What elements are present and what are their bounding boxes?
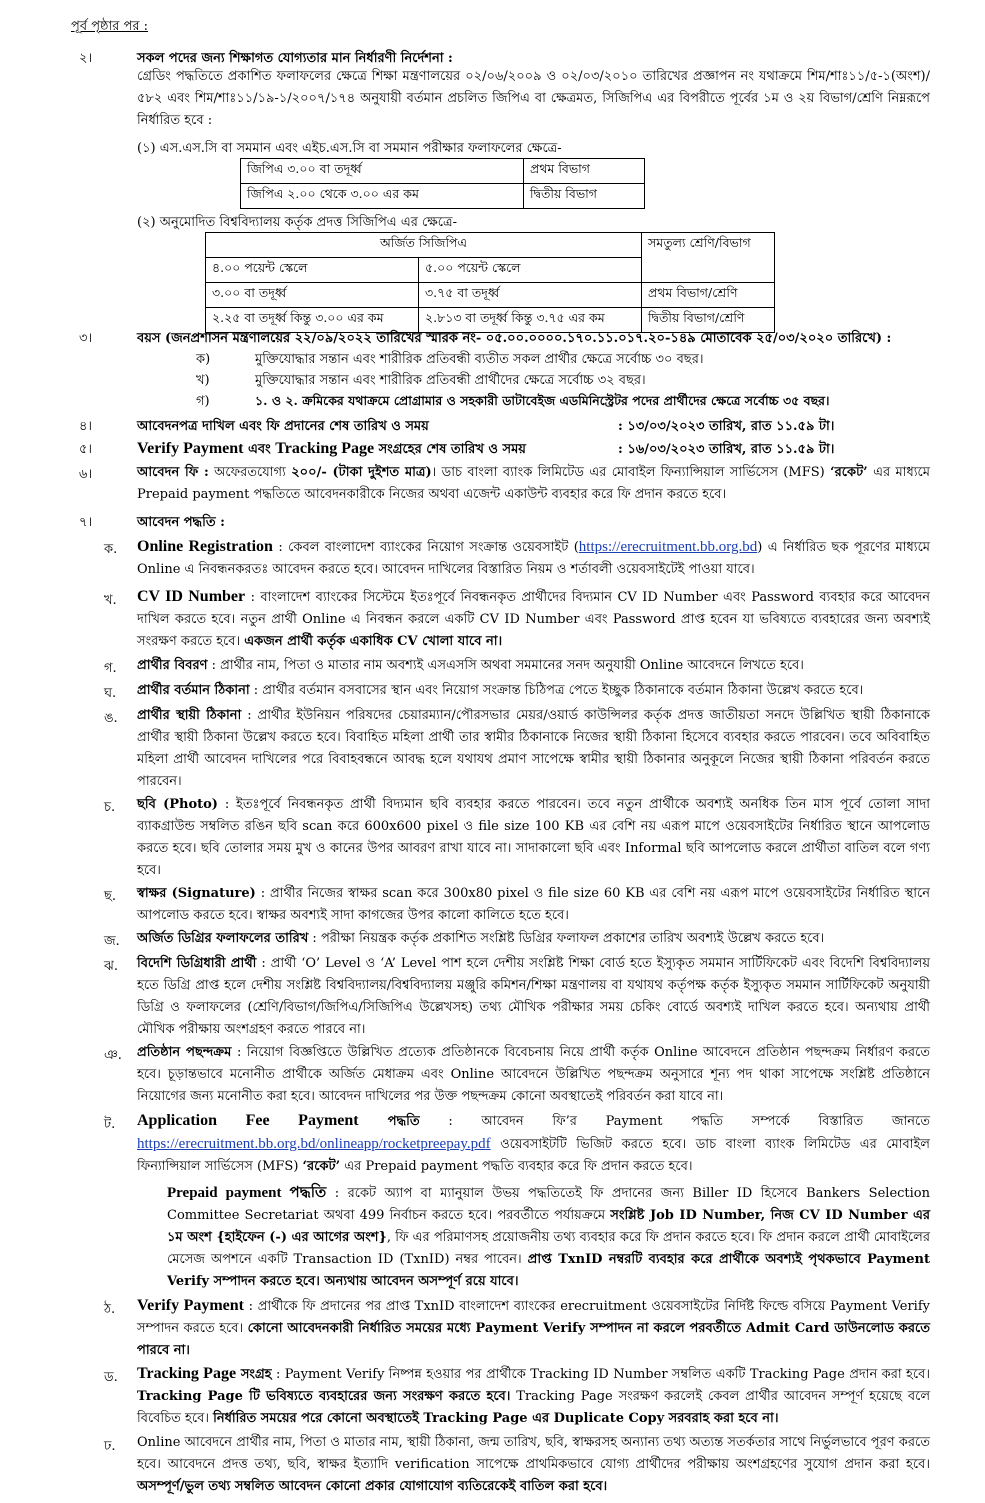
section-7-number: ৭। [79, 515, 93, 530]
age-item-mark: গ) [196, 394, 210, 409]
item-mark: ক. [104, 542, 118, 557]
table-cell: ৩.৭৫ বা তদূর্ধ্ব [419, 283, 642, 308]
cgpa-table [205, 232, 775, 333]
tracking-page-item: Tracking Page সংগ্রহ : Payment Verify নিষ্পন্ন হওয়ার পর প্রার্থীকে Tracking ID Number সম্বলিত একটি Tracking Page প্রদান করা হবে। Tracking Page টি ভবিষ্যতে ব্যবহারের জন্য সংরক্ষণ করতে হবে। Tracking Page সংরক্ষণ করলেই কেবল প্রার্থীর আবেদন সম্পূর্ণ হয়েছে বলে বিবেচিত হবে। নির্ধারিত সময়ের পরে কোনো অবস্থাতেই Tracking Page এর Duplicate Copy সরবরাহ করা হবে না। [137, 1365, 931, 1426]
table-cell: জিপিএ ৩.০০ বা তদূর্ধ্ব [241, 159, 524, 184]
table-cell: ৫.০০ পয়েন্ট স্কেলে [419, 258, 642, 283]
table-header: অর্জিত সিজিপিএ [206, 233, 642, 258]
table-row [241, 159, 645, 184]
item-mark: ঞ. [104, 1048, 122, 1063]
section-2-title: সকল পদের জন্য শিক্ষাগত যোগ্যতার মান নির্ধারণী নির্দেশনা : [137, 51, 453, 66]
institution-preference-item: প্রতিষ্ঠান পছন্দক্রম : নিয়োগ বিজ্ঞপ্তিতে উল্লিখিত প্রত্যেক প্রতিষ্ঠানকে বিবেচনায় নিয়ে প্রার্থী কর্তৃক Online আবেদনে প্রতিষ্ঠান পছন্দক্রম নির্ধারণ করতে হবে। চূড়ান্তভাবে মনোনীত প্রার্থীকে অর্জিত মেধাক্রম এবং Online আবেদনে উল্লিখিত পছন্দক্রম অনুসারে শূন্য পদ থাকা সাপেক্ষে সংশ্লিষ্ট প্রতিষ্ঠানে নিয়োগের জন্য মনোনীত করা হবে। আবেদন দাখিলের পর উক্ত পছন্দক্রম কোনো অবস্থাতেই পরিবর্তন করা যাবে না। [137, 1045, 930, 1104]
table-row [206, 283, 775, 308]
table-cell: দ্বিতীয় বিভাগ [524, 184, 645, 209]
age-item-text: মুক্তিযোদ্ধার সন্তান এবং শারীরিক প্রতিবন্ধী ব্যতীত সকল প্রার্থীর ক্ষেত্রে সর্বোচ্চ ৩০ বছর। [255, 352, 704, 367]
cv-id-item: CV ID Number : বাংলাদেশ ব্যাংকের সিস্টেমে ইতঃপূর্বে নিবন্ধনকৃত প্রার্থীদের বিদ্যমান CV ID Number এবং Password ব্যবহার করে আবেদন দাখিল করতে হবে। নতুন প্রার্থী Online এ নিবন্ধন করলে একটি CV ID Number এবং Password প্রাপ্ত হবেন যা ভবিষ্যতে ব্যবহারের জন্য অবশ্যই সংরক্ষণ করতে হবে। একজন প্রার্থী কর্তৃক একাধিক CV খোলা যাবে না। [137, 588, 931, 649]
item-mark: গ. [104, 661, 117, 676]
item-mark: ঢ. [104, 1439, 116, 1454]
table-cell: ২.২৫ বা তদূর্ধ্ব কিন্তু ৩.০০ এর কম [206, 308, 419, 333]
table-cell: ২.৮১৩ বা তদূর্ধ্ব কিন্তু ৩.৭৫ এর কম [419, 308, 642, 333]
age-item-mark: খ) [196, 373, 210, 388]
section-2-sub2: (২) অনুমোদিত বিশ্ববিদ্যালয় কর্তৃক প্রদত্ত সিজিপিএ এর ক্ষেত্রে- [137, 215, 457, 230]
age-label: বয়স [137, 331, 161, 346]
table-cell: প্রথম বিভাগ [524, 159, 645, 184]
continued-label: পূর্ব পৃষ্ঠার পর : [71, 19, 149, 34]
signature-item: স্বাক্ষর (Signature) : প্রার্থীর নিজের স্বাক্ষর scan করে 300x80 pixel ও file size 60 KB এর বেশি নয় এরূপ মাপে ওয়েবসাইটের নির্ধারিত স্থানে আপলোড করতে হবে। স্বাক্ষর অবশ্যই সাদা কাগজের উপর কালো কালিতে হতে হবে। [137, 886, 931, 923]
verify-deadline-value: : ১৬/০৩/২০২৩ তারিখ, রাত ১১.৫৯ টা। [618, 442, 835, 457]
photo-item: ছবি (Photo) : ইতঃপূর্বে নিবন্ধনকৃত প্রার্থী বিদ্যমান ছবি ব্যবহার করতে পারবেন। তবে নতুন প্রার্থীকে অবশ্যই অনধিক তিন মাস পূর্বে তোলা সাদা ব্যাকগ্রাউন্ড সম্বলিত রঙিন ছবি scan করে 600x600 pixel ও file size 100 KB এর বেশি নয় এরূপ মাপে ওয়েবসাইটের নির্ধারিত স্থানে আপলোড করতে হবে। ছবি তোলার সময় মুখ ও কানের উপর আবরণ রাখা যাবে না। সাদাকালো ছবি এবং Informal ছবি আপলোড করলে প্রার্থীতা বাতিল বলে গণ্য হবে। [137, 797, 931, 878]
section-3-heading [137, 332, 891, 345]
present-address-item: প্রার্থীর বর্তমান ঠিকানা : প্রার্থীর বর্তমান বসবাসের স্থান এবং নিয়োগ সংক্রান্ত চিঠিপত্র পেতে ইচ্ছুক ঠিকানাকে বর্তমান ঠিকানা উল্লেখ করতে হবে। [137, 683, 864, 698]
age-item-text: মুক্তিযোদ্ধার সন্তান এবং শারীরিক প্রতিবন্ধী প্রার্থীদের ক্ষেত্রে সর্বোচ্চ ৩২ বছর। [255, 373, 646, 388]
item-mark: ট. [104, 1117, 116, 1132]
result-date-item: অর্জিত ডিগ্রির ফলাফলের তারিখ : পরীক্ষা নিয়ন্ত্রক কর্তৃক প্রকাশিত সংশ্লিষ্ট ডিগ্রির ফলাফল প্রকাশের তারিখ অবশ্যই উল্লেখ করতে হবে। [137, 931, 825, 946]
item-mark: ঙ. [104, 711, 118, 726]
table-row [206, 308, 775, 333]
section-6-number: ৬। [79, 467, 93, 482]
item-mark: ঠ. [104, 1302, 116, 1317]
section-2-number: ২। [79, 51, 93, 66]
deadline-value: : ১৩/০৩/২০২৩ তারিখ, রাত ১১.৫৯ টা। [618, 419, 835, 434]
fee-paragraph: আবেদন ফি : অফেরতযোগ্য ২০০/- (টাকা দুইশত মাত্র)। ডাচ বাংলা ব্যাংক লিমিটেড এর মোবাইল ফিন্যান্সিয়াল সার্ভিসেস (MFS) ‘রকেট’ এর মাধ্যমে Prepaid payment পদ্ধতিতে আবেদনকারীকে নিজের অথবা এজেন্ট একাউন্ট ব্যবহার করে ফি প্রদান করতে হবে। [137, 465, 930, 502]
section-4-number: ৪। [79, 419, 93, 434]
fee-payment-item: Application Fee Payment পদ্ধতি : আবেদন ফি’র Payment পদ্ধতি সম্পর্কে বিস্তারিত জানতে https://erecruitment.bb.org.bd/onlineapp/rocketpreepay.pdf ওয়েবসাইটটি ভিজিট করতে হবে। ডাচ বাংলা ব্যাংক লিমিটেড এর মোবাইল ফিন্যান্সিয়াল সার্ভিসেস (MFS) ‘রকেট’ এর Prepaid payment পদ্ধতি ব্যবহার করে ফি প্রদান করতে হবে। [137, 1112, 931, 1174]
section-5-number: ৫। [79, 442, 93, 457]
age-reference: (জনপ্রশাসন মন্ত্রণালয়ের ২২/০৯/২০২২ তারিখের স্মারক নং- ০৫.০০.০০০০.১৭০.১১.০১৭.২০-১৪৯ মোতাবেক ২৫/০৩/২০২০ তারিখে) : [160, 331, 892, 346]
section-2-sub1: (১) এস.এস.সি বা সমমান এবং এইচ.এস.সি বা সমমান পরীক্ষার ফলাফলের ক্ষেত্রে- [137, 141, 562, 156]
deadline-label: আবেদনপত্র দাখিল এবং ফি প্রদানের শেষ তারিখ ও সময় [137, 419, 429, 434]
table-cell: দ্বিতীয় বিভাগ/শ্রেণি [642, 308, 775, 333]
foreign-degree-item: বিদেশি ডিগ্রিধারী প্রার্থী : প্রার্থী ‘O’ Level ও ‘A’ Level পাশ হলে দেশীয় সংশ্লিষ্ট শিক্ষা বোর্ড হতে ইস্যুকৃত সমমান সার্টিফিকেট এবং বিদেশি বিশ্ববিদ্যালয় হতে ডিগ্রি প্রাপ্ত হলে দেশীয় সংশ্লিষ্ট বিশ্ববিদ্যালয়/বিশ্ববিদ্যালয় মঞ্জুরি কমিশন/শিক্ষা মন্ত্রণালয় বা যথাযথ কর্তৃপক্ষ কর্তৃক ইস্যুকৃত সমমান সার্টিফিকেট অনুযায়ী ডিগ্রি ও ফলাফলের (শ্রেণি/বিভাগ/জিপিএ/সিজিপিএ উল্লেখসহ) তথ্য মৌখিক পরীক্ষার সময় চেকিং বোর্ডে অবশ্যই দাখিল করতে হবে। অন্যথায় প্রার্থী মৌখিক পরীক্ষায় অংশগ্রহণ করতে পারবে না। [137, 956, 930, 1037]
item-mark: চ. [104, 800, 116, 815]
item-mark: ঝ. [104, 959, 118, 974]
table-row [241, 184, 645, 209]
table-cell: ৩.০০ বা তদূর্ধ্ব [206, 283, 419, 308]
erecruitment-link[interactable]: https://erecruitment.bb.org.bd [578, 539, 758, 555]
section-3-number: ৩। [79, 331, 93, 346]
table-cell: জিপিএ ২.০০ থেকে ৩.০০ এর কম [241, 184, 524, 209]
accuracy-item: Online আবেদনে প্রার্থীর নাম, পিতা ও মাতার নাম, স্থায়ী ঠিকানা, জন্ম তারিখ, ছবি, স্বাক্ষরসহ অন্যান্য তথ্য অত্যন্ত সতর্কতার সাথে নির্ভুলভাবে পূরণ করতে হবে। আবেদনে প্রদত্ত তথ্য, ছবি, স্বাক্ষর ইত্যাদি verification সাপেক্ষে প্রাথমিকভাবে যোগ্য প্রার্থীদের পরীক্ষায় অংশগ্রহণের সুযোগ প্রদান করা হবে। অসম্পূর্ণ/ভুল তথ্য সম্বলিত আবেদন কোনো প্রকার যোগাযোগ ব্যতিরেকেই বাতিল করা হবে। [137, 1435, 930, 1494]
permanent-address-item: প্রার্থীর স্থায়ী ঠিকানা : প্রার্থীর ইউনিয়ন পরিষদের চেয়ারম্যান/পৌরসভার মেয়র/ওয়ার্ড কাউন্সিলর কর্তৃক প্রদত্ত জাতীয়তা সনদে উল্লিখিত স্থায়ী ঠিকানাকে প্রার্থীর স্থায়ী ঠিকানা উল্লেখ করতে হবে। বিবাহিত মহিলা প্রার্থী তার স্বামীর ঠিকানাকে নিজের স্থায়ী ঠিকানা হিসেবে ব্যবহার করতে পারবেন। তবে অবিবাহিত মহিলা প্রার্থী আবেদন দাখিলের পরে বিবাহবন্ধনে আবদ্ধ হলে যথাযথ প্রমাণ সাপেক্ষে স্বামীর স্থায়ী ঠিকানার অনুকূলে নিজের স্থায়ী ঠিকানা পরিবর্তন করতে পারবেন। [137, 708, 930, 789]
prepaid-payment-block: Prepaid payment পদ্ধতি : রকেট অ্যাপ বা ম্যানুয়াল উভয় পদ্ধতিতেই ফি প্রদানের জন্য Biller ID হিসেবে Bankers Selection Committee Secretariat অথবা 499 নির্বাচন করতে হবে। পরবর্তীতে পর্যায়ক্রমে সংশ্লিষ্ট Job ID Number, নিজ CV ID Number এর ১ম অংশ {হাইফেন (-) এর আগের অংশ}, ফি এর পরিমাণসহ প্রয়োজনীয় তথ্য ব্যবহার করে ফি প্রদান করতে হবে। ফি প্রদান করলে প্রার্থী মোবাইলের মেসেজ অপশনে একটি Transaction ID (TxnID) নম্বর পাবেন। প্রাপ্ত TxnID নম্বরটি ব্যবহার করে প্রার্থীকে অবশ্যই পৃথকভাবে Payment Verify সম্পাদন করতে হবে। অন্যথায় আবেদন অসম্পূর্ণ রয়ে যাবে। [167, 1185, 930, 1289]
online-registration-item: Online Registration : কেবল বাংলাদেশ ব্যাংকের নিয়োগ সংক্রান্ত ওয়েবসাইট (https://erecruitment.bb.org.bd) এ নির্ধারিত ছক পূরণের মাধ্যমে Online এ নিবন্ধনকরতঃ আবেদন করতে হবে। আবেদন দাখিলের বিস্তারিত নিয়ম ও শর্তাবলী ওয়েবসাইটেই পাওয়া যাবে। [137, 538, 931, 577]
age-item-text: ১. ও ২. ক্রমিকের যথাক্রমে প্রোগ্রামার ও সহকারী ডাটাবেইজ এডমিনিস্ট্রেটর পদের প্রার্থীদের ক্ষেত্রে সর্বোচ্চ ৩৫ বছর। [255, 393, 830, 408]
section-7-title: আবেদন পদ্ধতি : [137, 515, 225, 530]
table-cell: প্রথম বিভাগ/শ্রেণি [642, 283, 775, 308]
item-mark: ড. [104, 1370, 118, 1385]
item-mark: জ. [104, 934, 120, 949]
section-2-intro: গ্রেডিং পদ্ধতিতে প্রকাশিত ফলাফলের ক্ষেত্রে শিক্ষা মন্ত্রণালয়ের ০২/০৬/২০০৯ ও ০২/০৩/২০১০ তারিখের প্রজ্ঞাপন নং যথাক্রমে শিম/শাঃ১১/৫-১(অংশ)/৫৮২ এবং শিম/শাঃ১১/১৯-১/২০০৭/১৭৪ অনুযায়ী বর্তমান প্রচলিত জিপিএ বা ক্ষেত্রমত, সিজিপিএ এর বিপরীতে পূর্বের ১ম ও ২য় বিভাগ/শ্রেণি নিম্নরূপে নির্ধারিত হবে : [137, 69, 930, 128]
item-mark: ঘ. [104, 686, 117, 701]
gpa-table [240, 158, 645, 209]
item-mark: খ. [104, 593, 117, 608]
table-row [206, 233, 775, 258]
verify-deadline-label: Verify Payment এবং Tracking Page সংগ্রহের শেষ তারিখ ও সময় [137, 440, 526, 457]
applicant-details-item: প্রার্থীর বিবরণ : প্রার্থীর নাম, পিতা ও মাতার নাম অবশ্যই এসএসসি অথবা সমমানের সনদ অনুযায়ী Online আবেদনে লিখতে হবে। [137, 658, 804, 673]
table-cell: ৪.০০ পয়েন্ট স্কেলে [206, 258, 419, 283]
rocket-prepay-link[interactable]: https://erecruitment.bb.org.bd/onlineapp/rocketpreepay.pdf [137, 1136, 491, 1152]
age-item-mark: ক) [196, 352, 211, 367]
item-mark: ছ. [104, 889, 117, 904]
verify-payment-item: Verify Payment : প্রার্থীকে ফি প্রদানের পর প্রাপ্ত TxnID বাংলাদেশ ব্যাংকের erecruitment ওয়েবসাইটের নির্দিষ্ট ফিল্ডে বসিয়ে Payment Verify সম্পাদন করতে হবে। কোনো আবেদনকারী নির্ধারিত সময়ের মধ্যে Payment Verify সম্পাদন না করলে পরবর্তীতে Admit Card ডাউনলোড করতে পারবে না। [137, 1297, 930, 1358]
table-header: সমতুল্য শ্রেণি/বিভাগ [642, 233, 775, 283]
